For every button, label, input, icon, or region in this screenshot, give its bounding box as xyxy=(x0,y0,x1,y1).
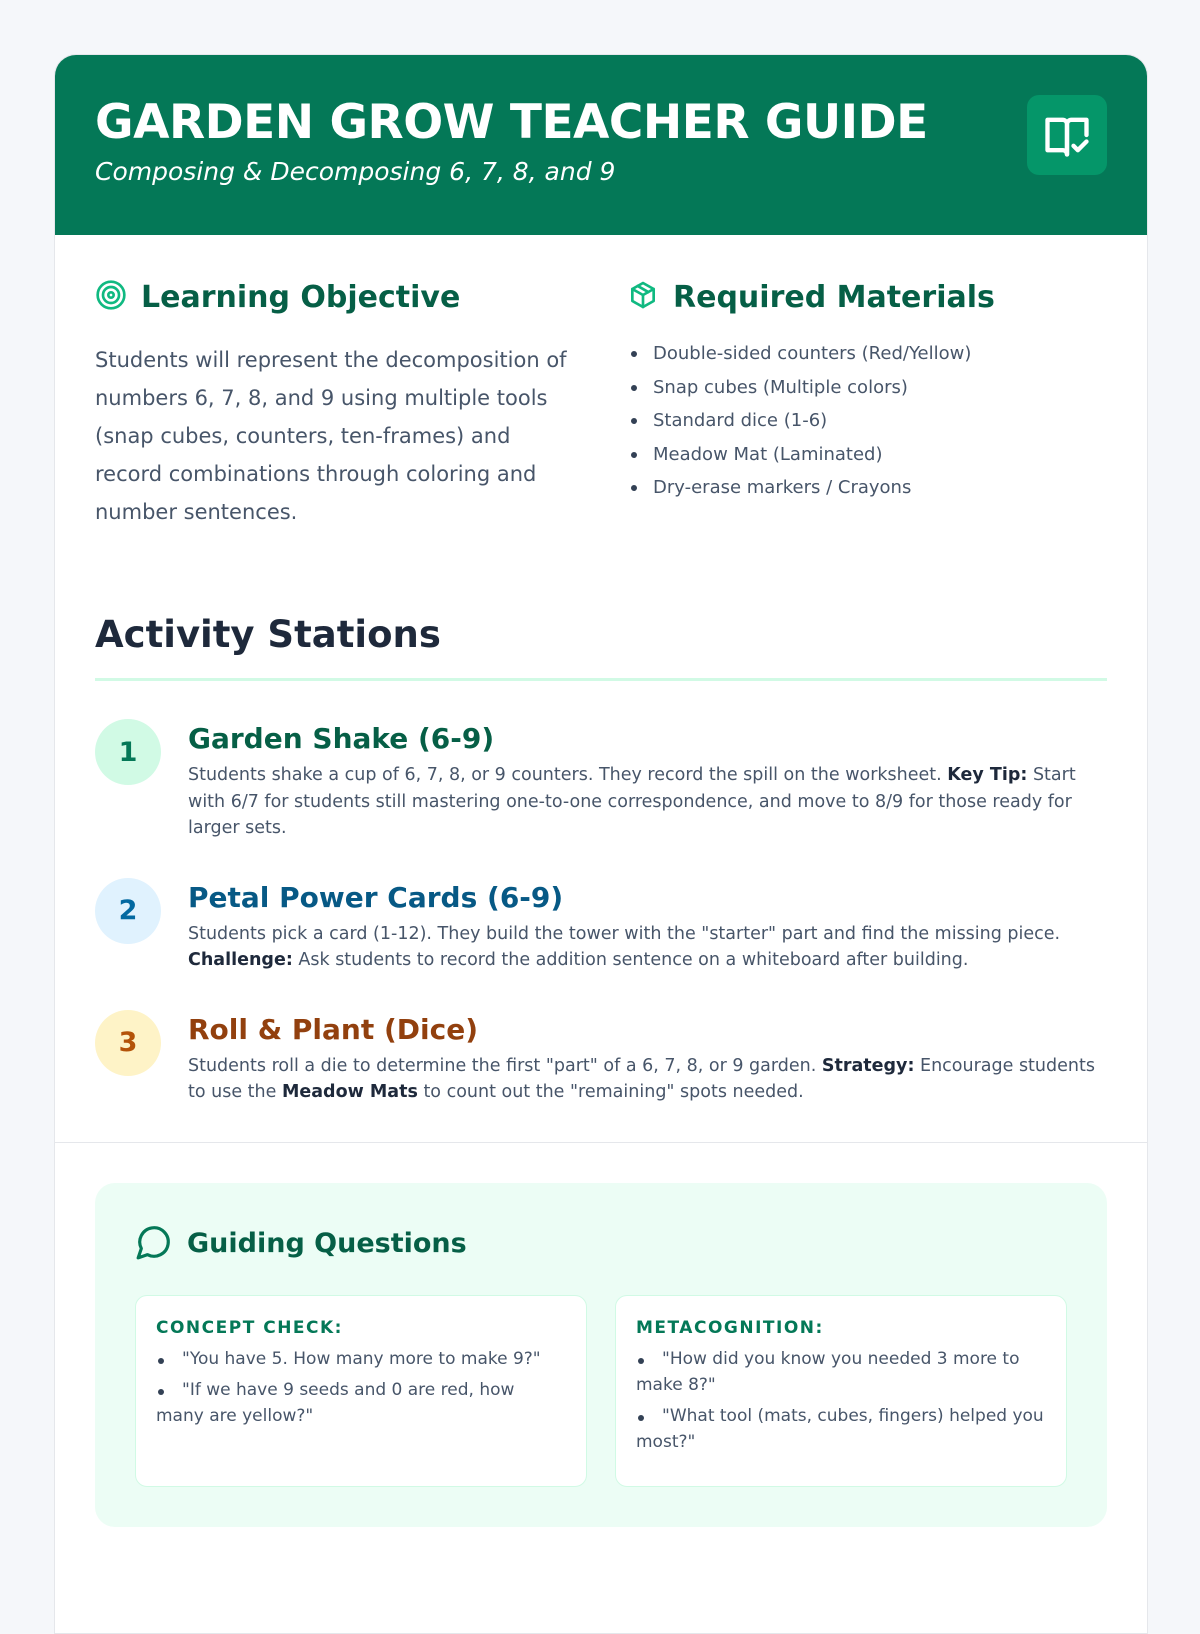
target-icon xyxy=(95,279,127,315)
required-materials xyxy=(575,279,1107,613)
station-2 xyxy=(95,878,1107,974)
card-label: CONCEPT CHECK: xyxy=(156,1317,343,1338)
guiding-questions xyxy=(95,1183,1107,1527)
station-number-badge: 3 xyxy=(95,1010,161,1076)
activity-stations-title: Activity Stations xyxy=(95,613,1107,681)
list-item: "If we have 9 seeds and 0 are red, how many are yellow?" xyxy=(156,1377,566,1429)
metacognition-card xyxy=(615,1295,1067,1487)
activity-stations xyxy=(55,681,1147,1106)
list-item: "You have 5. How many more to make 9?" xyxy=(156,1346,566,1372)
materials-list xyxy=(627,337,1107,505)
station-description: Students shake a cup of 6, 7, 8, or 9 counters. They record the spill on the worksheet. Key Tip: Start with 6/7 for students still mastering one-to-one correspondence, and move to 8/9 for those ready for larger sets. xyxy=(188,765,1076,838)
objective-text: Students will represent the decomposition of numbers 6, 7, 8, and 9 using multiple tools (snap cubes, counters, ten-frames) and record combinations through coloring and number sentences. xyxy=(95,348,567,524)
station-number-badge: 2 xyxy=(95,878,161,944)
station-description: Students roll a die to determine the first "part" of a 6, 7, 8, or 9 garden. Strategy: Encourage students to use the Meadow Mats to count out the "remaining" spots needed. xyxy=(188,1055,1095,1102)
station-title: Garden Shake (6-9) xyxy=(188,722,495,755)
objective-title: Learning Objective xyxy=(141,279,461,315)
list-item: Double-sided counters (Red/Yellow) xyxy=(627,337,1107,371)
station-3 xyxy=(95,1010,1107,1106)
teacher-guide-card xyxy=(54,54,1148,1634)
station-number-badge: 1 xyxy=(95,719,161,785)
station-description: Students pick a card (1-12). They build the tower with the "starter" part and find the missing piece. Challenge: Ask students to record the addition sentence on a whiteboard after building. xyxy=(188,923,1061,970)
station-title: Roll & Plant (Dice) xyxy=(188,1012,479,1046)
list-item: Meadow Mat (Laminated) xyxy=(627,438,1107,472)
list-item: Snap cubes (Multiple colors) xyxy=(627,371,1107,405)
list-item: Dry-erase markers / Crayons xyxy=(627,471,1107,505)
section-divider xyxy=(55,1142,1147,1143)
station-title: Petal Power Cards (6-9) xyxy=(188,880,564,914)
page-title: GARDEN GROW TEACHER GUIDE xyxy=(95,95,928,150)
package-icon xyxy=(627,279,659,315)
guiding-questions-title: Guiding Questions xyxy=(187,1228,467,1259)
page-subtitle: Composing & Decomposing 6, 7, 8, and 9 xyxy=(95,157,616,186)
materials-title: Required Materials xyxy=(673,279,995,315)
overview-section xyxy=(55,235,1147,613)
list-item: "What tool (mats, cubes, fingers) helped you most?" xyxy=(636,1403,1046,1455)
book-check-icon xyxy=(1027,95,1107,175)
chat-bubble-icon xyxy=(135,1223,173,1265)
station-1 xyxy=(95,719,1107,842)
list-item: "How did you know you needed 3 more to make 8?" xyxy=(636,1346,1046,1398)
learning-objective xyxy=(95,279,575,613)
concept-check-card xyxy=(135,1295,587,1487)
card-label: METACOGNITION: xyxy=(636,1317,824,1338)
guide-header xyxy=(55,55,1147,235)
list-item: Standard dice (1-6) xyxy=(627,404,1107,438)
